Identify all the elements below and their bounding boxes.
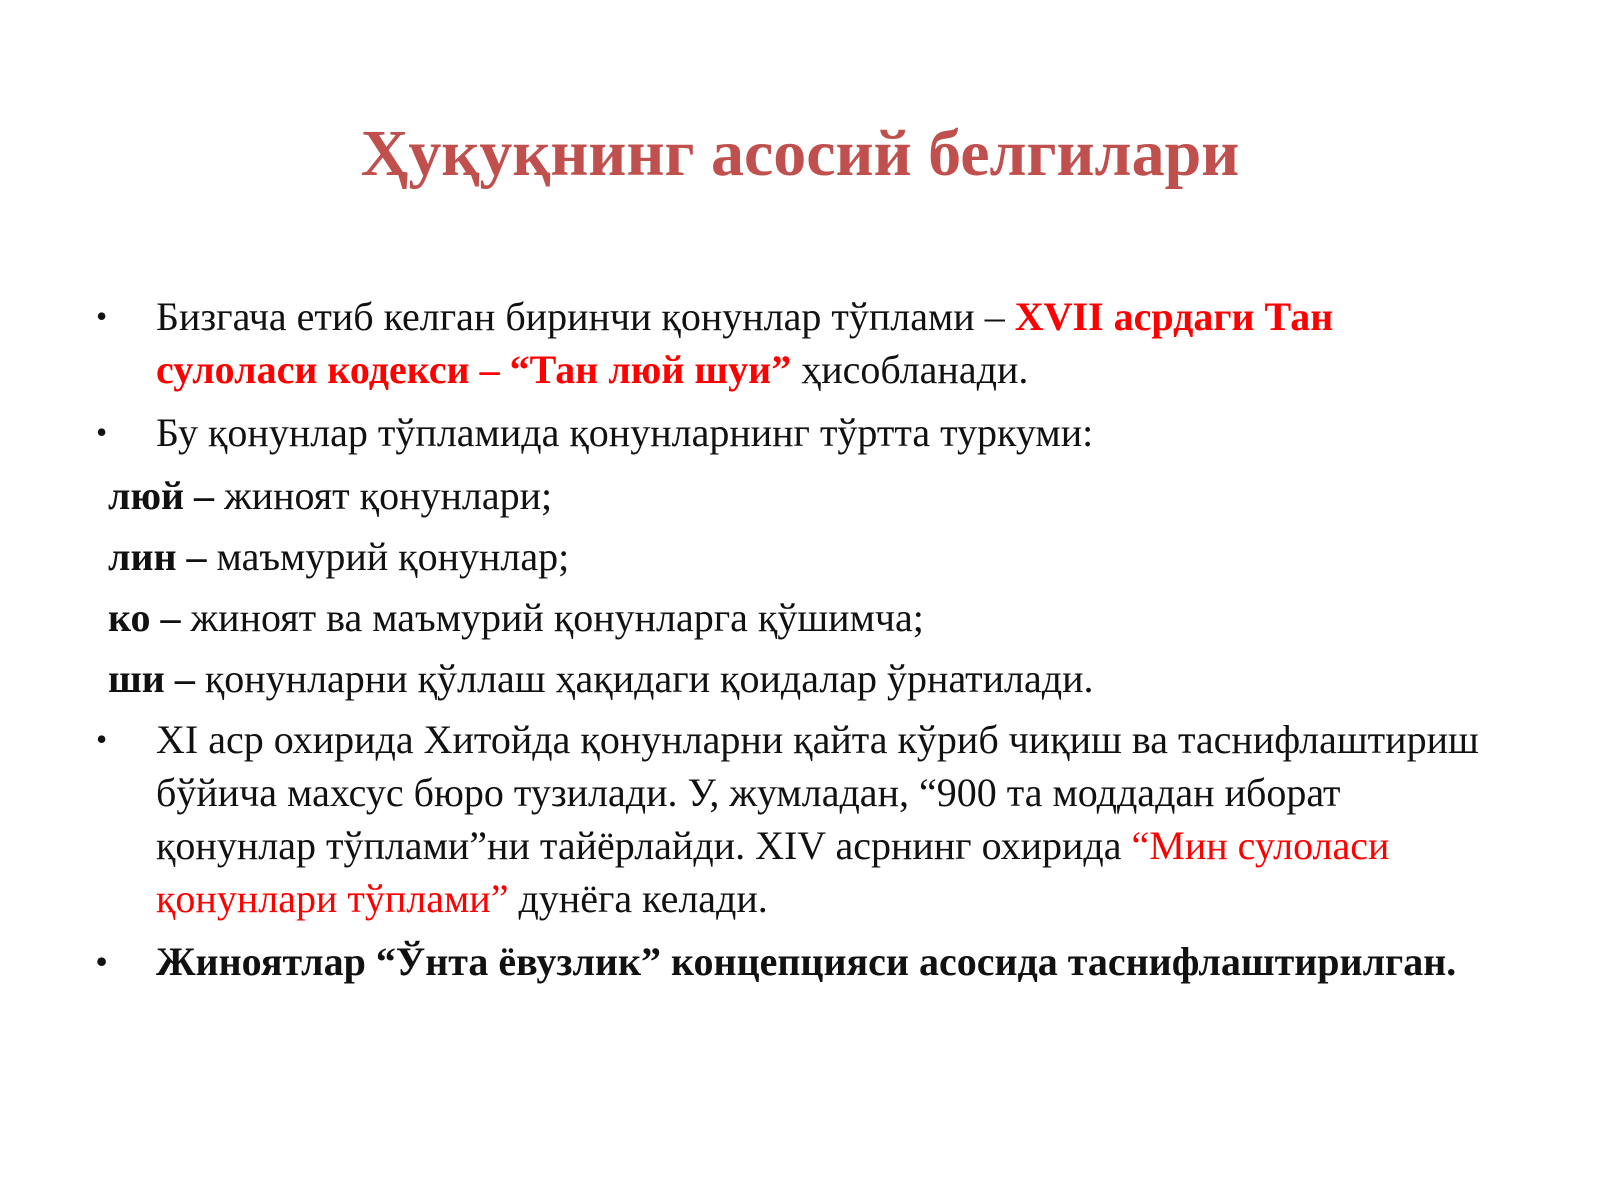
category-description: қонунларни қўллаш ҳақидаги қоидалар ўрнатилади. (204, 656, 1094, 701)
bullet-text: Бизгача етиб келган биринчи қонунлар тўплами – (156, 294, 1015, 339)
highlighted-text: XVII асрдаги Тан сулоласи кодекси – “Тан люй шуи” (156, 294, 1334, 392)
bullet-icon: • (96, 943, 108, 979)
bullet-item-ten-evils (96, 935, 1496, 988)
bullet-item-first-code (96, 290, 1496, 396)
bullet-text: XI аср охирида Хитойда қонунларни қайта кўриб чиқиш ва таснифлаштириш бўйича махсус бюро тузилади. У, жумладан, “900 та моддадан иборат қонунлар тўплами”ни тайёрлайди. XIV асрнинг охирида (156, 717, 1479, 868)
bullet-text-end: дунёга келади. (508, 876, 768, 921)
category-description: маъмурий қонунлар; (216, 534, 570, 579)
category-term: ко – (108, 595, 191, 640)
category-line-luy (96, 469, 1496, 522)
highlighted-text: “Мин сулоласи қонунлари тўплами” (156, 823, 1390, 921)
category-term: лин – (108, 534, 217, 579)
category-description: жиноят ва маъмурий қонунларга қўшимча; (190, 595, 924, 640)
category-line-ko (96, 591, 1496, 644)
bullet-icon: • (96, 721, 108, 757)
bullet-text-end: ҳисобланади. (791, 347, 1029, 392)
slide-title: Ҳуқуқнинг асосий белгилари (360, 117, 1240, 190)
bullet-icon: • (96, 298, 108, 334)
category-term: люй – (108, 473, 225, 518)
bullet-text: Бу қонунлар тўпламида қонунларнинг тўртта туркуми: (156, 410, 1094, 455)
bullet-text: Жиноятлар “Ўнта ёвузлик” концепцияси асосида таснифлаштирилган. (156, 939, 1457, 984)
category-term: ши – (108, 656, 205, 701)
bullet-icon: • (96, 414, 108, 450)
category-line-lin (96, 530, 1496, 583)
bullet-item-categories-intro (96, 406, 1496, 459)
bullet-item-ming-code (96, 713, 1496, 925)
category-description: жиноят қонунлари; (224, 473, 553, 518)
slide-content (96, 290, 1496, 998)
category-line-shi (96, 652, 1496, 705)
